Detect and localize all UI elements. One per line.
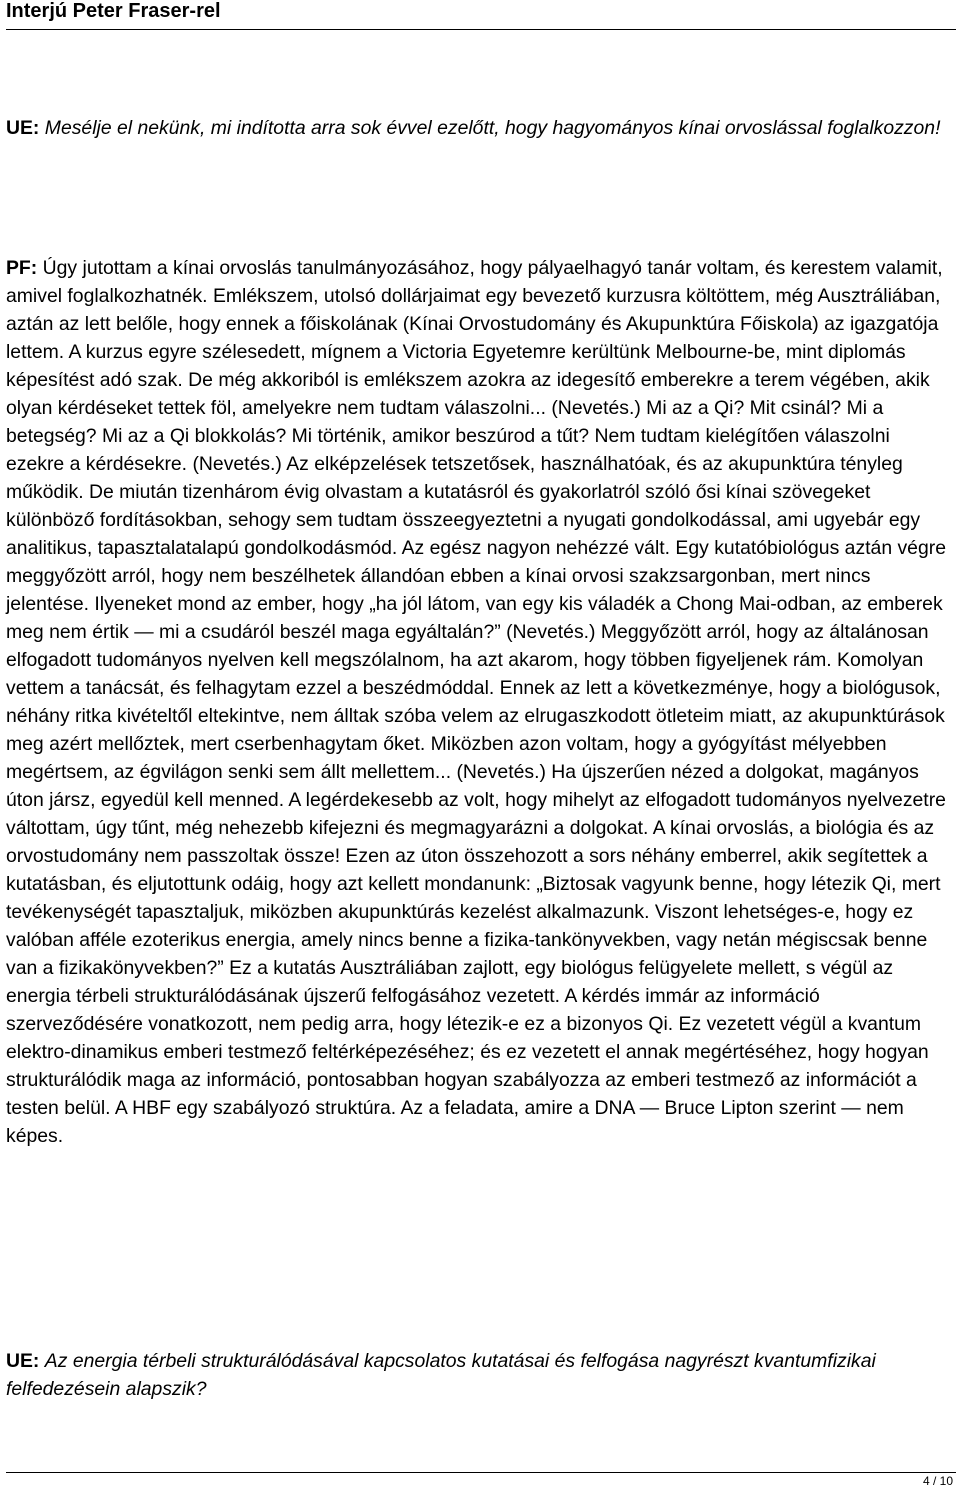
question-paragraph-2 — [6, 1347, 951, 1403]
question-paragraph-1 — [6, 114, 951, 142]
page-header — [6, 0, 956, 30]
interviewer-label: UE: — [6, 1350, 40, 1372]
answer-paragraph-1 — [6, 254, 951, 1150]
document-title: Interjú Peter Fraser-rel — [6, 0, 221, 22]
interviewer-label: UE: — [6, 117, 40, 139]
footer-rule — [6, 1472, 956, 1473]
question-text-2: Az energia térbeli strukturálódásával kapcsolatos kutatásai és felfogása nagyrészt kvantumfizikai felfedezésein alapszik? — [6, 1350, 876, 1400]
interviewee-label: PF: — [6, 257, 38, 279]
page-number: 4 / 10 — [922, 1474, 953, 1488]
question-text-1: Mesélje el nekünk, mi indította arra sok évvel ezelőtt, hogy hagyományos kínai orvoslással foglalkozzon! — [44, 117, 941, 139]
answer-text-1: Úgy jutottam a kínai orvoslás tanulmányozásához, hogy pályaelhagyó tanár voltam, és kerestem valamit, amivel foglalkozhatnék. Emlékszem, utolsó dollárjaimat egy bevezető kurzusra költöttem, még Ausztráliában, aztán az lett belőle, hogy ennek a főiskolának (Kínai Orvostudomány és Akupunktúra Főiskola) az igazgatója lettem. A kurzus egyre szélesedett, mígnem a Victoria Egyetemre kerültünk Melbourne-be, mint diplomás képesítést adó szak. De még akkoriból is emlékszem azokra az idegesítő emberekre a terem végében, akik olyan kérdéseket tettek föl, amelyekre nem tudtam válaszolni... (Nevetés.) Mi az a Qi? Mit csinál? Mi a betegség? Mi az a Qi blokkolás? Mi történik, amikor beszúrod a tűt? Nem tudtam kielégítően válaszolni ezekre a kérdésekre. (Nevetés.) Az elképzelések tetszetősek, használhatóak, és az akupunktúra tényleg működik. De miután tizenhárom évig olvastam a kutatásról és gyakorlatról szóló ősi kínai szövegeket különböző fordításokban, sehogy sem tudtam összeegyeztetni a nyugati gondolkodással, ami ugyebár egy analitikus, tapasztalatalapú gondolkodásmód. Az egész nagyon nehézzé vált. Egy kutatóbiológus aztán végre meggyőzött arról, hogy nem beszélhetek állandóan ebben a kínai orvosi szakzsargonban, mert nincs jelentése. Ilyeneket mond az ember, hogy „ha jól látom, van egy kis váladék a Chong Mai-odban, az emberek meg nem értik — mi a csudáról beszél maga egyáltalán?” (Nevetés.) Meggyőzött arról, hogy az általánosan elfogadott tudományos nyelven kell megszólalnom, ha azt akarom, hogy többen figyeljenek rám. Komolyan vettem a tanácsát, és felhagytam ezzel a beszédmóddal. Ennek az lett a következménye, hogy a biológusok, néhány ritka kivételtől eltekintve, nem álltak szóba velem az elrugaszkodott ötleteim miatt, az akupunktúrások meg azért mellőztek, mert cserbenhagytam őket. Miközben azon voltam, hogy a gyógyítást mélyebben megértsem, az égvilágon senki sem állt mellettem... (Nevetés.) Ha újszerűen nézed a dolgokat, magányos úton jársz, egyedül kell menned. A legérdekesebb az volt, hogy mihelyt az elfogadott tudományos nyelvezetre váltottam, úgy tűnt, még nehezebb kifejezni és megmagyarázni a dolgokat. A kínai orvoslás, a biológia és az orvostudomány nem passzoltak össze! Ezen az úton összehozott a sors néhány emberrel, akik segítettek a kutatásban, és eljutottunk odáig, hogy azt kellett mondanunk: „Biztosak vagyunk benne, hogy létezik Qi, mert tevékenységét tapasztaljuk, miközben akupunktúrás kezelést alkalmazunk. Viszont lehetséges-e, hogy ez valóban afféle ezoterikus energia, amely nincs benne a fizika-tankönyvekben, vagy netán mégiscsak benne van a fizikakönyvekben?” Ez a kutatás Ausztráliában zajlott, egy biológus felügyelete mellett, s végül az energia térbeli strukturálódásának újszerű felfogásához vezetett. A kérdés immár az információ szerveződésére vonatkozott, nem pedig arra, hogy létezik-e ez a bizonyos Qi. Ez vezetett végül a kvantum elektro-dinamikus emberi testmező feltérképezéséhez; és ez vezetett el annak megértéséhez, hogy hogyan strukturálódik maga az információ, pontosabban hogyan szabályozza az emberi testmező az információt a testen belül. A HBF egy szabályozó struktúra. Az a feladata, amire a DNA — Bruce Lipton szerint — nem képes. — [6, 257, 946, 1147]
